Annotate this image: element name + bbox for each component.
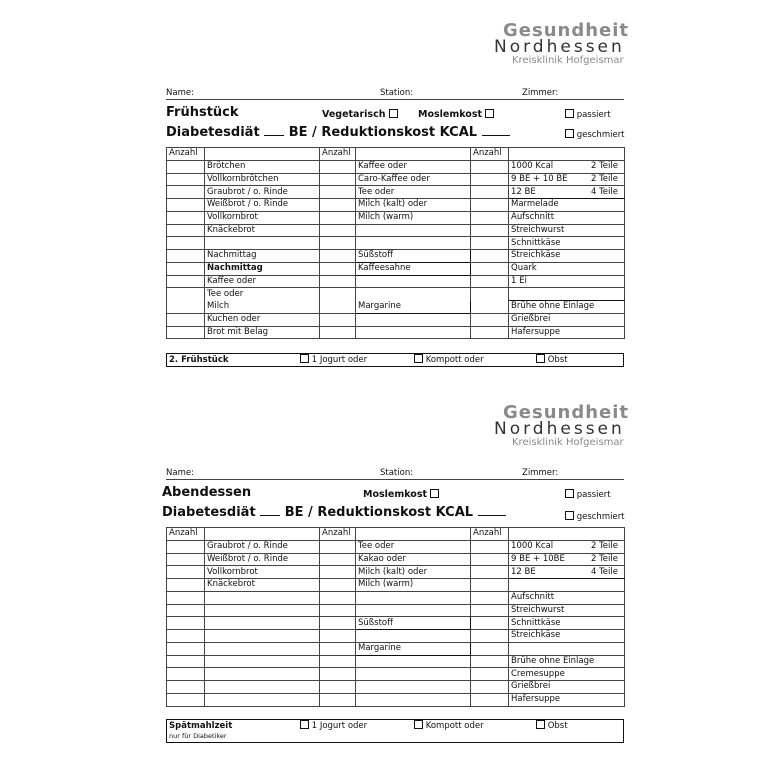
table-row [167,591,625,604]
item-cell: Brötchen [205,160,320,173]
table-row [167,313,625,326]
qty-cell[interactable] [167,199,205,212]
diet-label [166,125,510,140]
qty-cell[interactable] [320,655,356,668]
col-header-anzahl: Anzahl [320,148,356,161]
header-blank [509,148,625,161]
item-cell [356,224,471,237]
option-label: 1 Jogurt oder [311,721,368,731]
option-label: passiert [576,490,611,500]
qty-cell[interactable] [471,211,509,224]
item-cell: Streichwurst [509,604,625,617]
qty-cell[interactable] [320,681,356,694]
qty-cell[interactable] [471,224,509,237]
item-cell: Vollkornbrot [205,211,320,224]
table-row [167,224,625,237]
item-cell: 1 Ei [509,275,625,288]
name-label: Name: [166,468,194,478]
qty-cell[interactable] [320,579,356,592]
item-cell: Caro-Kaffee oder [356,173,471,186]
qty-cell[interactable] [320,553,356,566]
item-cell: Knäckebrot [205,579,320,592]
qty-cell[interactable] [471,604,509,617]
item-cell: Vollkornbrötchen [205,173,320,186]
item-cell: Milch (warm) [356,211,471,224]
item-cell: Nachmittag [205,262,320,275]
table-row [167,262,625,275]
qty-cell[interactable] [471,250,509,263]
item-cell: Kuchen oder [205,313,320,326]
item-cell [356,655,471,668]
qty-cell[interactable] [167,173,205,186]
item-cell: Kaffeesahne [356,262,471,275]
header-blank [356,148,471,161]
footer-option-jogurt[interactable] [300,354,367,366]
qty-cell[interactable] [167,655,205,668]
option-label: Kompott oder [425,355,484,365]
item-cell: Weißbrot / o. Rinde [205,199,320,212]
qty-cell[interactable] [320,250,356,263]
item-cell: Kaffee oder [356,160,471,173]
table-row [167,579,625,592]
item-cell: Tee oder [356,540,471,553]
qty-cell[interactable] [471,655,509,668]
qty-cell[interactable] [320,617,356,630]
item-cell: Knäckebrot [205,224,320,237]
item-cell [509,566,625,579]
checkbox[interactable] [485,109,494,118]
be-text: BE / Reduktionskost [284,505,432,520]
item-cell [356,275,471,288]
item-cell [356,288,471,301]
item-cell: Streichwurst [509,224,625,237]
item-cell [509,160,625,173]
item-cell: Vollkornbrot [205,566,320,579]
item-cell: Milch [205,301,320,314]
item-cell: Tee oder [205,288,320,301]
qty-cell[interactable] [471,275,509,288]
diet-label [162,505,506,520]
item-cell [205,237,320,250]
item-portion: 2 Teile [590,173,618,184]
qty-cell[interactable] [320,160,356,173]
item-cell [205,668,320,681]
item-label: 1000 Kcal [511,161,554,172]
item-cell [205,617,320,630]
name-line[interactable] [166,99,624,100]
order-table [166,527,625,707]
checkbox[interactable] [430,489,439,498]
qty-cell[interactable] [167,540,205,553]
qty-cell[interactable] [320,173,356,186]
option-label: Moslemkost [363,489,428,500]
zimmer-label: Zimmer: [522,468,559,478]
checkbox[interactable] [300,354,309,363]
qty-cell[interactable] [320,275,356,288]
footer-option-obst[interactable] [536,720,568,732]
table-row [167,199,625,212]
qty-cell[interactable] [167,237,205,250]
qty-cell[interactable] [167,275,205,288]
brand-line-2: Nordhessen [494,37,625,57]
item-cell: Schnittkäse [509,237,625,250]
item-cell [356,326,471,339]
item-cell [509,642,625,655]
item-cell: Brühe ohne Einlage [509,301,625,314]
checkbox[interactable] [536,720,545,729]
station-label: Station: [380,88,414,98]
checkbox[interactable] [414,354,423,363]
item-cell: Milch (kalt) oder [356,199,471,212]
item-label: 12 BE [511,186,536,197]
item-cell: Marmelade [509,199,625,212]
col-header-anzahl: Anzahl [320,528,356,541]
item-cell: Süßstoff [356,250,471,263]
item-cell: Nachmittag [205,250,320,263]
kcal-text: KCAL [439,125,478,140]
header-blank [205,148,320,161]
diet-text: Diabetesdiät [162,505,256,520]
item-cell [356,313,471,326]
item-cell [356,668,471,681]
item-cell: Milch (kalt) oder [356,566,471,579]
item-label: 9 BE + 10 BE [511,173,568,184]
footer-option-obst[interactable] [536,354,568,366]
qty-cell[interactable] [167,566,205,579]
qty-cell[interactable] [320,604,356,617]
option-moslemkost[interactable] [363,489,439,500]
station-label: Station: [380,468,414,478]
be-blank[interactable] [260,515,280,516]
item-cell [356,681,471,694]
checkbox[interactable] [565,129,574,138]
item-cell [356,604,471,617]
qty-cell[interactable] [167,313,205,326]
qty-cell[interactable] [320,630,356,643]
table-row [167,553,625,566]
checkbox[interactable] [300,720,309,729]
qty-cell[interactable] [320,668,356,681]
qty-cell[interactable] [320,326,356,339]
item-label: 12 BE [511,566,536,577]
checkbox[interactable] [536,354,545,363]
diet-text: Diabetesdiät [166,125,260,140]
qty-cell[interactable] [471,288,509,301]
qty-cell[interactable] [167,630,205,643]
item-label: 9 BE + 10BE [511,553,565,564]
qty-cell[interactable] [167,186,205,199]
name-line[interactable] [166,479,624,480]
qty-cell[interactable] [167,642,205,655]
footer-title: Spätmahlzeit [169,721,233,731]
item-cell: Quark [509,262,625,275]
table-row [167,211,625,224]
item-cell: Kakao oder [356,553,471,566]
qty-cell[interactable] [320,288,356,301]
option-label: Obst [547,355,568,365]
item-cell [509,540,625,553]
qty-cell[interactable] [320,237,356,250]
table-row [167,186,625,199]
qty-cell[interactable] [320,186,356,199]
qty-cell[interactable] [167,326,205,339]
be-text: BE / Reduktionskost [288,125,436,140]
option-vegetarisch[interactable] [322,109,398,120]
item-cell: Streichkäse [509,250,625,263]
option-label: Vegetarisch [322,109,386,120]
qty-cell[interactable] [320,301,356,314]
qty-cell[interactable] [167,160,205,173]
item-cell: Weißbrot / o. Rinde [205,553,320,566]
item-cell [205,642,320,655]
header-blank [356,528,471,541]
item-portion: 2 Teile [590,541,618,552]
item-cell [509,173,625,186]
item-cell: Tee oder [356,186,471,199]
footer-option-kompott[interactable] [414,720,484,732]
name-label: Name: [166,88,194,98]
qty-cell[interactable] [167,224,205,237]
col-header-anzahl: Anzahl [167,528,205,541]
option-label: Kompott oder [425,721,484,731]
option-geschmiert[interactable] [565,129,625,140]
table-row [167,275,625,288]
table-row [167,566,625,579]
col-header-anzahl: Anzahl [167,148,205,161]
qty-cell[interactable] [471,630,509,643]
qty-cell[interactable] [167,617,205,630]
qty-cell[interactable] [471,540,509,553]
table-row [167,693,625,706]
item-cell: Schnittkäse [509,617,625,630]
option-label: geschmiert [576,512,625,522]
qty-cell[interactable] [471,617,509,630]
table-row [167,630,625,643]
brand-line-1: Gesundheit [503,402,630,423]
qty-cell[interactable] [471,160,509,173]
item-cell [356,591,471,604]
item-cell [509,186,625,199]
qty-cell[interactable] [320,642,356,655]
qty-cell[interactable] [320,566,356,579]
item-cell [205,681,320,694]
item-cell: Kaffee oder [205,275,320,288]
col-header-anzahl: Anzahl [471,528,509,541]
meal-title: Abendessen [162,485,252,500]
qty-cell[interactable] [320,693,356,706]
item-cell [356,237,471,250]
qty-cell[interactable] [320,262,356,275]
table-row [167,655,625,668]
item-cell [205,630,320,643]
item-portion: 4 Teile [590,186,618,197]
qty-cell[interactable] [471,186,509,199]
qty-cell[interactable] [471,566,509,579]
kcal-text: KCAL [435,505,474,520]
qty-cell[interactable] [471,553,509,566]
footer-option-jogurt[interactable] [300,720,367,732]
kcal-blank[interactable] [478,515,506,516]
item-portion: 2 Teile [590,553,618,564]
option-passiert[interactable] [565,489,611,500]
brand-line-2: Nordhessen [494,419,625,439]
qty-cell[interactable] [320,591,356,604]
item-cell: Margarine [356,301,471,314]
qty-cell[interactable] [471,313,509,326]
item-cell: Grießbrei [509,313,625,326]
table-row [167,326,625,339]
table-row [167,250,625,263]
checkbox[interactable] [414,720,423,729]
qty-cell[interactable] [471,642,509,655]
option-label: passiert [576,110,611,120]
item-cell [356,693,471,706]
footer-row [166,719,624,743]
item-cell: Brot mit Belag [205,326,320,339]
qty-cell[interactable] [320,540,356,553]
item-cell [205,693,320,706]
checkbox[interactable] [565,489,574,498]
table-row [167,642,625,655]
qty-cell[interactable] [167,681,205,694]
qty-cell[interactable] [167,288,205,301]
item-cell: Streichkäse [509,630,625,643]
table-row [167,288,625,301]
brand-line-1: Gesundheit [503,20,630,41]
item-cell: Süßstoff [356,617,471,630]
table-row [167,540,625,553]
header-blank [509,528,625,541]
qty-cell[interactable] [167,262,205,275]
item-cell: Cremesuppe [509,668,625,681]
table-row [167,681,625,694]
item-cell [509,579,625,592]
footer-subtitle: nur für Diabetiker [169,732,227,740]
checkbox[interactable] [565,511,574,520]
qty-cell[interactable] [320,199,356,212]
option-label: geschmiert [576,130,625,140]
qty-cell[interactable] [471,173,509,186]
order-table [166,147,625,339]
table-row [167,617,625,630]
footer-row [166,353,624,367]
footer-title: 2. Frühstück [169,355,229,365]
item-cell [205,604,320,617]
item-cell [356,630,471,643]
item-cell: Margarine [356,642,471,655]
item-cell [509,553,625,566]
item-cell: Grießbrei [509,681,625,694]
table-row [167,668,625,681]
qty-cell[interactable] [167,604,205,617]
item-cell: Milch (warm) [356,579,471,592]
item-label: 1000 Kcal [511,541,554,552]
be-blank[interactable] [264,135,284,136]
option-label: Obst [547,721,568,731]
qty-cell[interactable] [471,326,509,339]
qty-cell[interactable] [167,250,205,263]
col-header-anzahl: Anzahl [471,148,509,161]
item-cell: Graubrot / o. Rinde [205,540,320,553]
table-row [167,173,625,186]
qty-cell[interactable] [471,591,509,604]
qty-cell[interactable] [167,301,205,314]
qty-cell[interactable] [471,199,509,212]
brand-line-3: Kreisklinik Hofgeismar [512,55,624,66]
option-passiert[interactable] [565,109,611,120]
qty-cell[interactable] [167,211,205,224]
qty-cell[interactable] [471,301,509,314]
option-label: 1 Jogurt oder [311,355,368,365]
kcal-blank[interactable] [482,135,510,136]
option-moslemkost[interactable] [418,109,494,120]
qty-cell[interactable] [471,237,509,250]
option-geschmiert[interactable] [565,511,625,522]
table-row [167,160,625,173]
item-cell: Aufschnitt [509,211,625,224]
qty-cell[interactable] [167,579,205,592]
qty-cell[interactable] [167,668,205,681]
qty-cell[interactable] [320,211,356,224]
item-cell: Hafersuppe [509,693,625,706]
qty-cell[interactable] [471,693,509,706]
qty-cell[interactable] [167,693,205,706]
brand-line-3: Kreisklinik Hofgeismar [512,437,624,448]
qty-cell[interactable] [471,668,509,681]
qty-cell[interactable] [320,313,356,326]
table-row [167,301,625,314]
item-portion: 2 Teile [590,161,618,172]
qty-cell[interactable] [471,579,509,592]
qty-cell[interactable] [167,553,205,566]
item-cell: Aufschnitt [509,591,625,604]
qty-cell[interactable] [471,262,509,275]
qty-cell[interactable] [320,224,356,237]
qty-cell[interactable] [471,681,509,694]
item-cell [205,655,320,668]
qty-cell[interactable] [167,591,205,604]
zimmer-label: Zimmer: [522,88,559,98]
item-portion: 4 Teile [590,566,618,577]
checkbox[interactable] [389,109,398,118]
header-blank [205,528,320,541]
checkbox[interactable] [565,109,574,118]
item-cell [205,591,320,604]
item-cell: Hafersuppe [509,326,625,339]
item-cell: Brühe ohne Einlage [509,655,625,668]
table-row [167,237,625,250]
item-cell [509,288,625,301]
meal-title: Frühstück [166,105,239,120]
table-row [167,604,625,617]
item-cell: Graubrot / o. Rinde [205,186,320,199]
option-label: Moslemkost [418,109,483,120]
footer-option-kompott[interactable] [414,354,484,366]
